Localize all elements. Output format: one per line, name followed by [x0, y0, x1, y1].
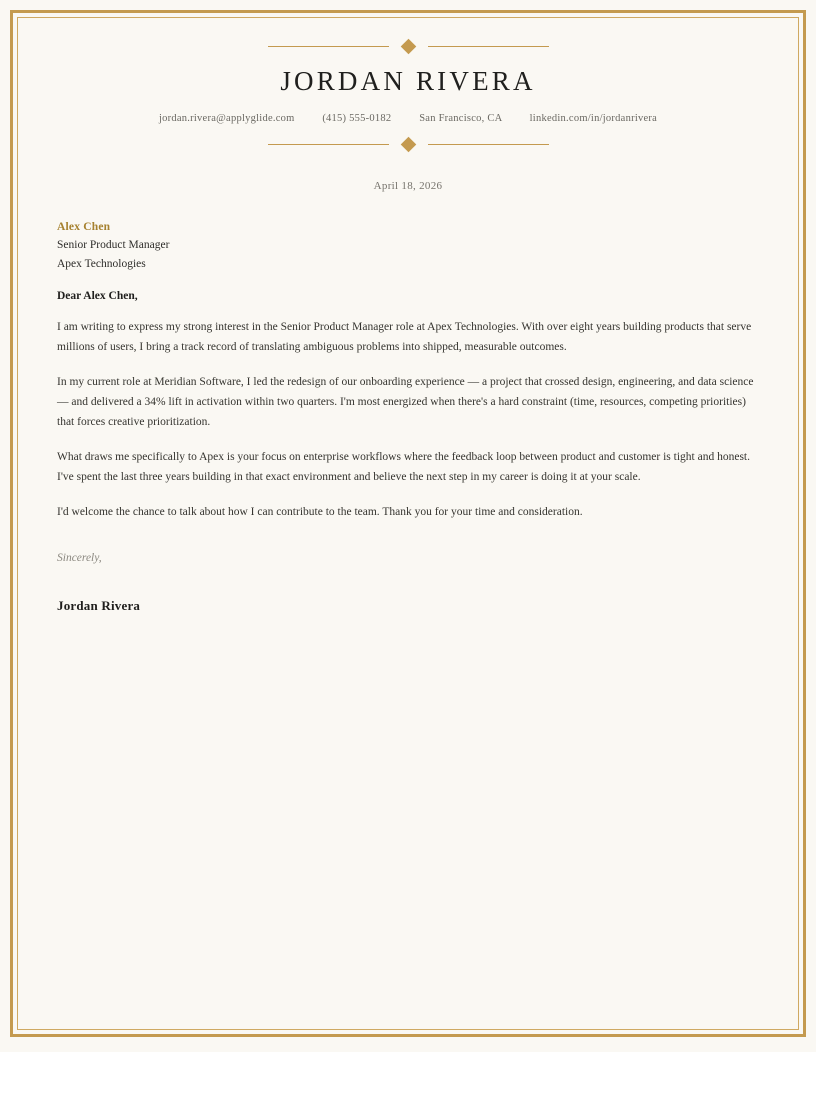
- recipient-block: [57, 218, 759, 274]
- body-paragraph: What draws me specifically to Apex is your focus on enterprise workflows where the feedback loop between product and customer is tight and honest. I've spent the last three years building in that exact environment and believe the next step in my career is doing it at your scale.: [57, 451, 750, 484]
- signature-name: Jordan Rivera: [57, 598, 141, 614]
- contact-phone[interactable]: (415) 555-0182: [322, 112, 392, 124]
- diamond-icon: [400, 39, 416, 55]
- divider-rule-left: [268, 46, 389, 47]
- salutation: Dear Alex Chen,: [57, 290, 138, 303]
- contact-linkedin[interactable]: linkedin.com/in/jordanrivera: [529, 112, 658, 124]
- recipient-title: Senior Product Manager: [57, 239, 170, 252]
- recipient-name: Alex Chen: [57, 220, 111, 233]
- body-paragraph: In my current role at Meridian Software, I led the redesign of our onboarding experience — a project that crossed design, engineering, and data science — and delivered a 34% lift in activation within two quarters. I'm most energized when there's a hard constraint (time, resources, competing priorities) that forces creative prioritization.: [57, 376, 754, 429]
- diamond-icon: [400, 136, 416, 152]
- contact-location: San Francisco, CA: [419, 112, 502, 124]
- letter-content: [57, 0, 759, 614]
- body-paragraph: I'd welcome the chance to talk about how I can contribute to the team. Thank you for your time and consideration.: [57, 506, 583, 519]
- body-paragraph: I am writing to express my strong interest in the Senior Product Manager role at Apex Technologies. With over eight years building products that serve millions of users, I bring a track record of translating ambiguous problems into shipped, measurable outcomes.: [57, 321, 752, 354]
- header-ornament-top: [57, 41, 759, 52]
- divider-rule-right: [428, 46, 549, 47]
- contact-line: [57, 113, 759, 124]
- header-ornament-bottom: [57, 139, 759, 150]
- letter-date: April 18, 2026: [373, 179, 443, 192]
- contact-email[interactable]: jordan.rivera@applyglide.com: [158, 112, 295, 124]
- divider-rule-left: [268, 144, 389, 145]
- recipient-company: Apex Technologies: [57, 257, 146, 270]
- divider-rule-right: [428, 144, 549, 145]
- closing-phrase: Sincerely,: [57, 552, 102, 565]
- applicant-name: JORDAN RIVERA: [280, 66, 536, 96]
